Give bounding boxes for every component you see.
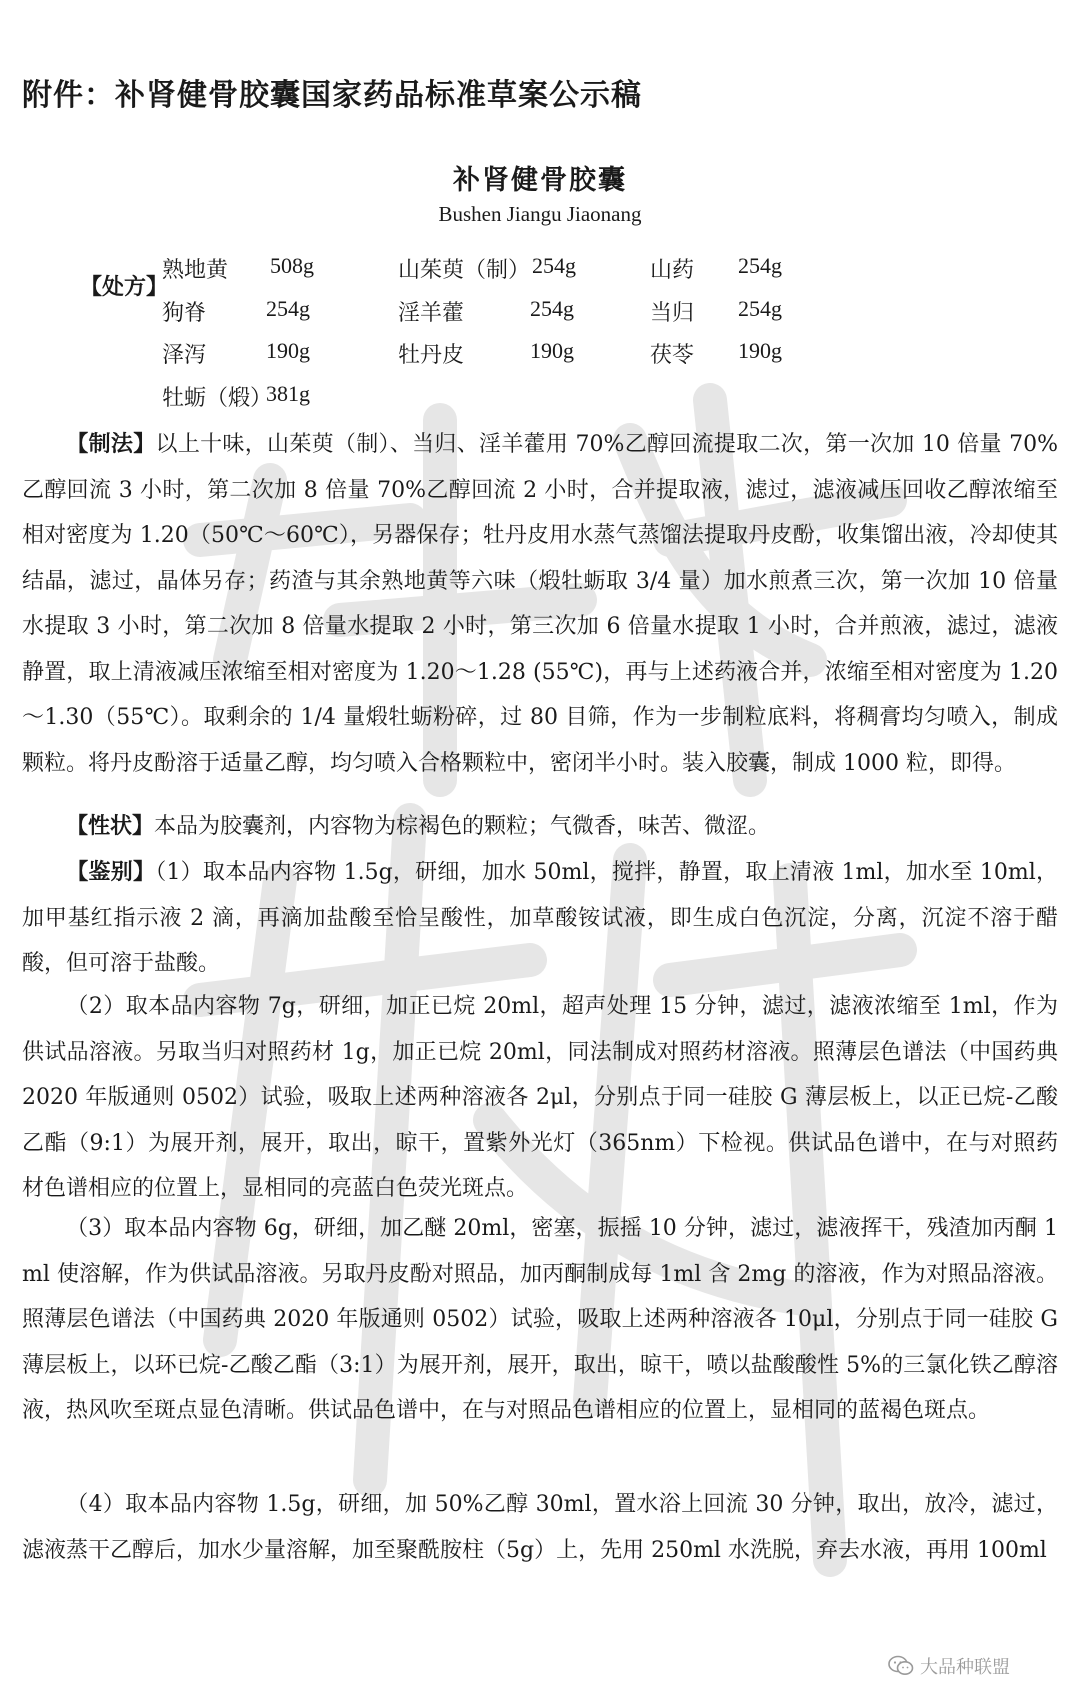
source-watermark xyxy=(888,1653,1078,1679)
prescription-ingredient: 当归 xyxy=(650,301,695,326)
prescription-amount: 508g xyxy=(270,253,314,278)
identification-item-2 xyxy=(22,984,1058,1212)
identification-text-4: （4）取本品内容物 1.5g，研细，加 50%乙醇 30ml，置水浴上回流 30 分钟，取出，放冷，滤过，滤液蒸干乙醇后，加水少量溶解，加至聚酰胺柱（5g）上，先用 250ml 水洗脱，弃去水液，再用 100ml xyxy=(22,1492,1058,1563)
document-subtitle: Bushen Jiangu Jiaonang xyxy=(438,202,642,226)
prescription-amount: 254g xyxy=(530,296,574,321)
prescription-ingredient: 牡蛎（煅） xyxy=(162,386,273,411)
prescription-amount: 254g xyxy=(738,253,782,278)
identification-label: 【鉴别】 xyxy=(66,860,156,885)
prescription-ingredient: 泽泻 xyxy=(162,343,207,368)
prescription-ingredient: 熟地黄 xyxy=(162,258,229,283)
source-watermark-label: 大品种联盟 xyxy=(920,1657,1010,1678)
prescription-ingredient: 淫羊藿 xyxy=(398,301,465,326)
attachment-title: 附件：补肾健骨胶囊国家药品标准草案公示稿 xyxy=(22,78,642,113)
prescription-amount: 254g xyxy=(532,253,576,278)
identification-text-3: （3）取本品内容物 6g，研细，加乙醚 20ml，密塞，振摇 10 分钟，滤过，滤液挥干，残渣加丙酮 1ml 使溶解，作为供试品溶液。另取丹皮酚对照品，加丙酮制成每 1ml 含 2mg 的溶液，作为对照品溶液。照薄层色谱法（中国药典 2020 年版通则 0502）试验，吸取上述两种溶液各 10μl，分别点于同一硅胶 G 薄层板上，以环已烷-乙酸乙酯（3:1）为展开剂，展开，取出，晾干，喷以盐酸酸性 5%的三氯化铁乙醇溶液，热风吹至斑点显色清晰。供试品色谱中，在与对照品色谱相应的位置上，显相同的蓝褐色斑点。 xyxy=(22,1216,1058,1423)
prescription-amount: 190g xyxy=(530,338,574,363)
wechat-icon xyxy=(888,1655,914,1677)
description-text: 本品为胶囊剂，内容物为棕褐色的颗粒；气微香，味苦、微涩。 xyxy=(154,814,771,839)
prescription-ingredient: 山茱萸（制） xyxy=(398,258,531,283)
preparation-text: 以上十味，山茱萸（制）、当归、淫羊藿用 70%乙醇回流提取二次，第一次加 10 倍量 70%乙醇回流 3 小时，第二次加 8 倍量 70%乙醇回流 2 小时，合并提取液，滤过，滤液减压回收乙醇浓缩至相对密度为 1.20（50℃～60℃），另器保存；牡丹皮用水蒸气蒸馏法提取丹皮酚，收集馏出液，冷却使其结晶，滤过，晶体另存；药渣与其余熟地黄等六味（煅牡蛎取 3/4 量）加水煎煮三次，第一次加 10 倍量水提取 3 小时，第二次加 8 倍量水提取 2 小时，第三次加 6 倍量水提取 1 小时，合并煎液，滤过，滤液静置，取上清液减压浓缩至相对密度为 1.20～1.28 (55℃)，再与上述药液合并，浓缩至相对密度为 1.20～1.30（55℃）。取剩余的 1/4 量煅牡蛎粉碎，过 80 目筛，作为一步制粒底料，将稠膏均匀喷入，制成颗粒。将丹皮酚溶于适量乙醇，均匀喷入合格颗粒中，密闭半小时。装入胶囊，制成 1000 粒，即得。 xyxy=(22,432,1058,776)
description-section xyxy=(22,804,1058,850)
preparation-label: 【制法】 xyxy=(66,432,156,457)
description-label: 【性状】 xyxy=(66,814,155,839)
identification-text-2: （2）取本品内容物 7g，研细，加正已烷 20ml，超声处理 15 分钟，滤过，滤液浓缩至 1ml，作为供试品溶液。另取当归对照药材 1g，加正已烷 20ml，同法制成对照药材溶液。照薄层色谱法（中国药典 2020 年版通则 0502）试验，吸取上述两种溶液各 2μl，分别点于同一硅胶 G 薄层板上，以正已烷-乙酸乙酯（9:1）为展开剂，展开，取出，晾干，置紫外光灯（365nm）下检视。供试品色谱中，在与对照药材色谱相应的位置上，显相同的亮蓝白色荧光斑点。 xyxy=(22,994,1058,1201)
identification-item-1 xyxy=(22,850,1058,987)
prescription-amount: 254g xyxy=(738,296,782,321)
prescription-ingredient: 茯苓 xyxy=(650,343,695,368)
prescription-amount: 190g xyxy=(266,338,310,363)
identification-item-3 xyxy=(22,1206,1058,1434)
identification-text-1: （1）取本品内容物 1.5g，研细，加水 50ml，搅拌，静置，取上清液 1ml，加水至 10ml，加甲基红指示液 2 滴，再滴加盐酸至恰呈酸性，加草酸铵试液，即生成白色沉淀，分离，沉淀不溶于醋酸，但可溶于盐酸。 xyxy=(22,860,1058,976)
prescription-amount: 381g xyxy=(266,381,310,406)
identification-item-4 xyxy=(22,1482,1058,1573)
prescription-label: 【处方】 xyxy=(80,275,169,300)
document-title: 补肾健骨胶囊 xyxy=(453,165,627,196)
prescription-ingredient: 狗脊 xyxy=(162,301,207,326)
prescription-ingredient: 牡丹皮 xyxy=(398,343,465,368)
prescription-amount: 190g xyxy=(738,338,782,363)
prescription-ingredient: 山药 xyxy=(650,258,695,283)
prescription-amount: 254g xyxy=(266,296,310,321)
preparation-section xyxy=(22,422,1058,786)
